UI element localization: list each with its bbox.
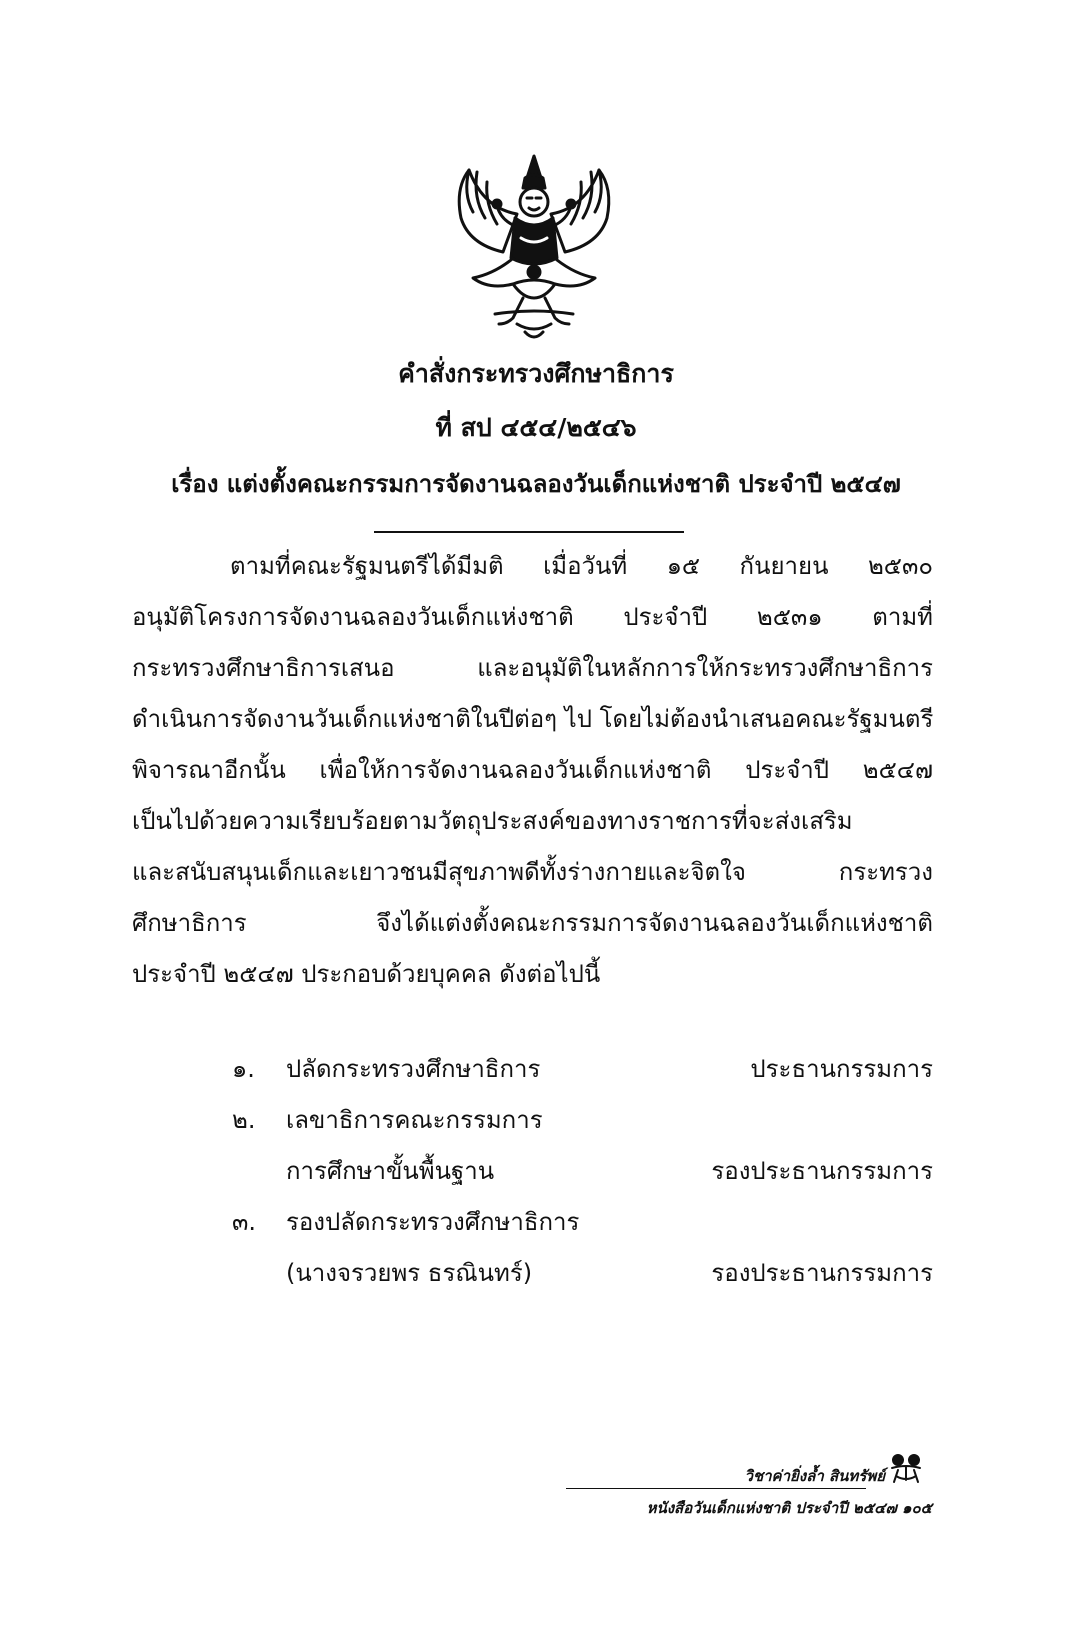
body-line: และสนับสนุนเด็กและเยาวชนมีสุขภาพดีทั้งร่างกายและจิตใจ กระทรวง [132,858,933,886]
body-line: ประจำปี ๒๕๔๗ ประกอบด้วยบุคคล ดังต่อไปนี้ [132,960,601,988]
body-line: เป็นไปด้วยความเรียบร้อยตามวัตถุประสงค์ของทางราชการที่จะส่งเสริม [132,807,853,835]
order-number: ที่ สป ๔๕๔/๒๕๔๖ [435,413,637,442]
title-divider [374,531,684,533]
order-title: คำสั่งกระทรวงศึกษาธิการ [398,359,674,388]
body-line: ดำเนินการจัดงานวันเด็กแห่งชาติในปีต่อๆ ไป โดยไม่ต้องนำเสนอคณะรัฐมนตรี [132,705,934,733]
order-subject: เรื่อง แต่งตั้งคณะกรรมการจัดงานฉลองวันเด็กแห่งชาติ ประจำปี ๒๕๔๗ [171,470,901,498]
committee-item-name: (นางจรวยพร ธรณินทร์) [286,1259,533,1287]
committee-item-role: รองประธานกรรมการ [711,1157,933,1185]
footer-book-title: หนังสือวันเด็กแห่งชาติ ประจำปี ๒๕๔๗ ๑๐๕ [646,1499,932,1517]
garuda-emblem-icon [443,148,625,344]
committee-item-position: ปลัดกระทรวงศึกษาธิการ [286,1055,541,1083]
committee-item-number: ๓. [232,1208,257,1236]
committee-item-position: รองปลัดกระทรวงศึกษาธิการ [286,1208,580,1236]
children-logo-icon [886,1452,928,1486]
footer-motto: วิชาค่ายิ่งล้ำ สินทรัพย์ [744,1467,885,1485]
committee-item-number: ๑. [232,1055,255,1083]
committee-item-role: ประธานกรรมการ [750,1055,933,1083]
committee-item-number: ๒. [232,1106,256,1134]
committee-item-position: การศึกษาขั้นพื้นฐาน [286,1157,495,1185]
footer-divider [566,1488,866,1489]
committee-item-position: เลขาธิการคณะกรรมการ [286,1106,543,1134]
body-line: กระทรวงศึกษาธิการเสนอ และอนุมัติในหลักการให้กระทรวงศึกษาธิการ [132,654,933,682]
body-line: พิจารณาอีกนั้น เพื่อให้การจัดงานฉลองวันเด็กแห่งชาติ ประจำปี ๒๕๔๗ [132,756,933,784]
body-line: ตามที่คณะรัฐมนตรีได้มีมติ เมื่อวันที่ ๑๕ กันยายน ๒๕๓๐ [230,552,933,580]
body-line: ศึกษาธิการ จึงได้แต่งตั้งคณะกรรมการจัดงานฉลองวันเด็กแห่งชาติ [132,909,933,937]
body-line: อนุมัติโครงการจัดงานฉลองวันเด็กแห่งชาติ ประจำปี ๒๕๓๑ ตามที่ [132,603,933,631]
committee-item-role: รองประธานกรรมการ [711,1259,933,1287]
